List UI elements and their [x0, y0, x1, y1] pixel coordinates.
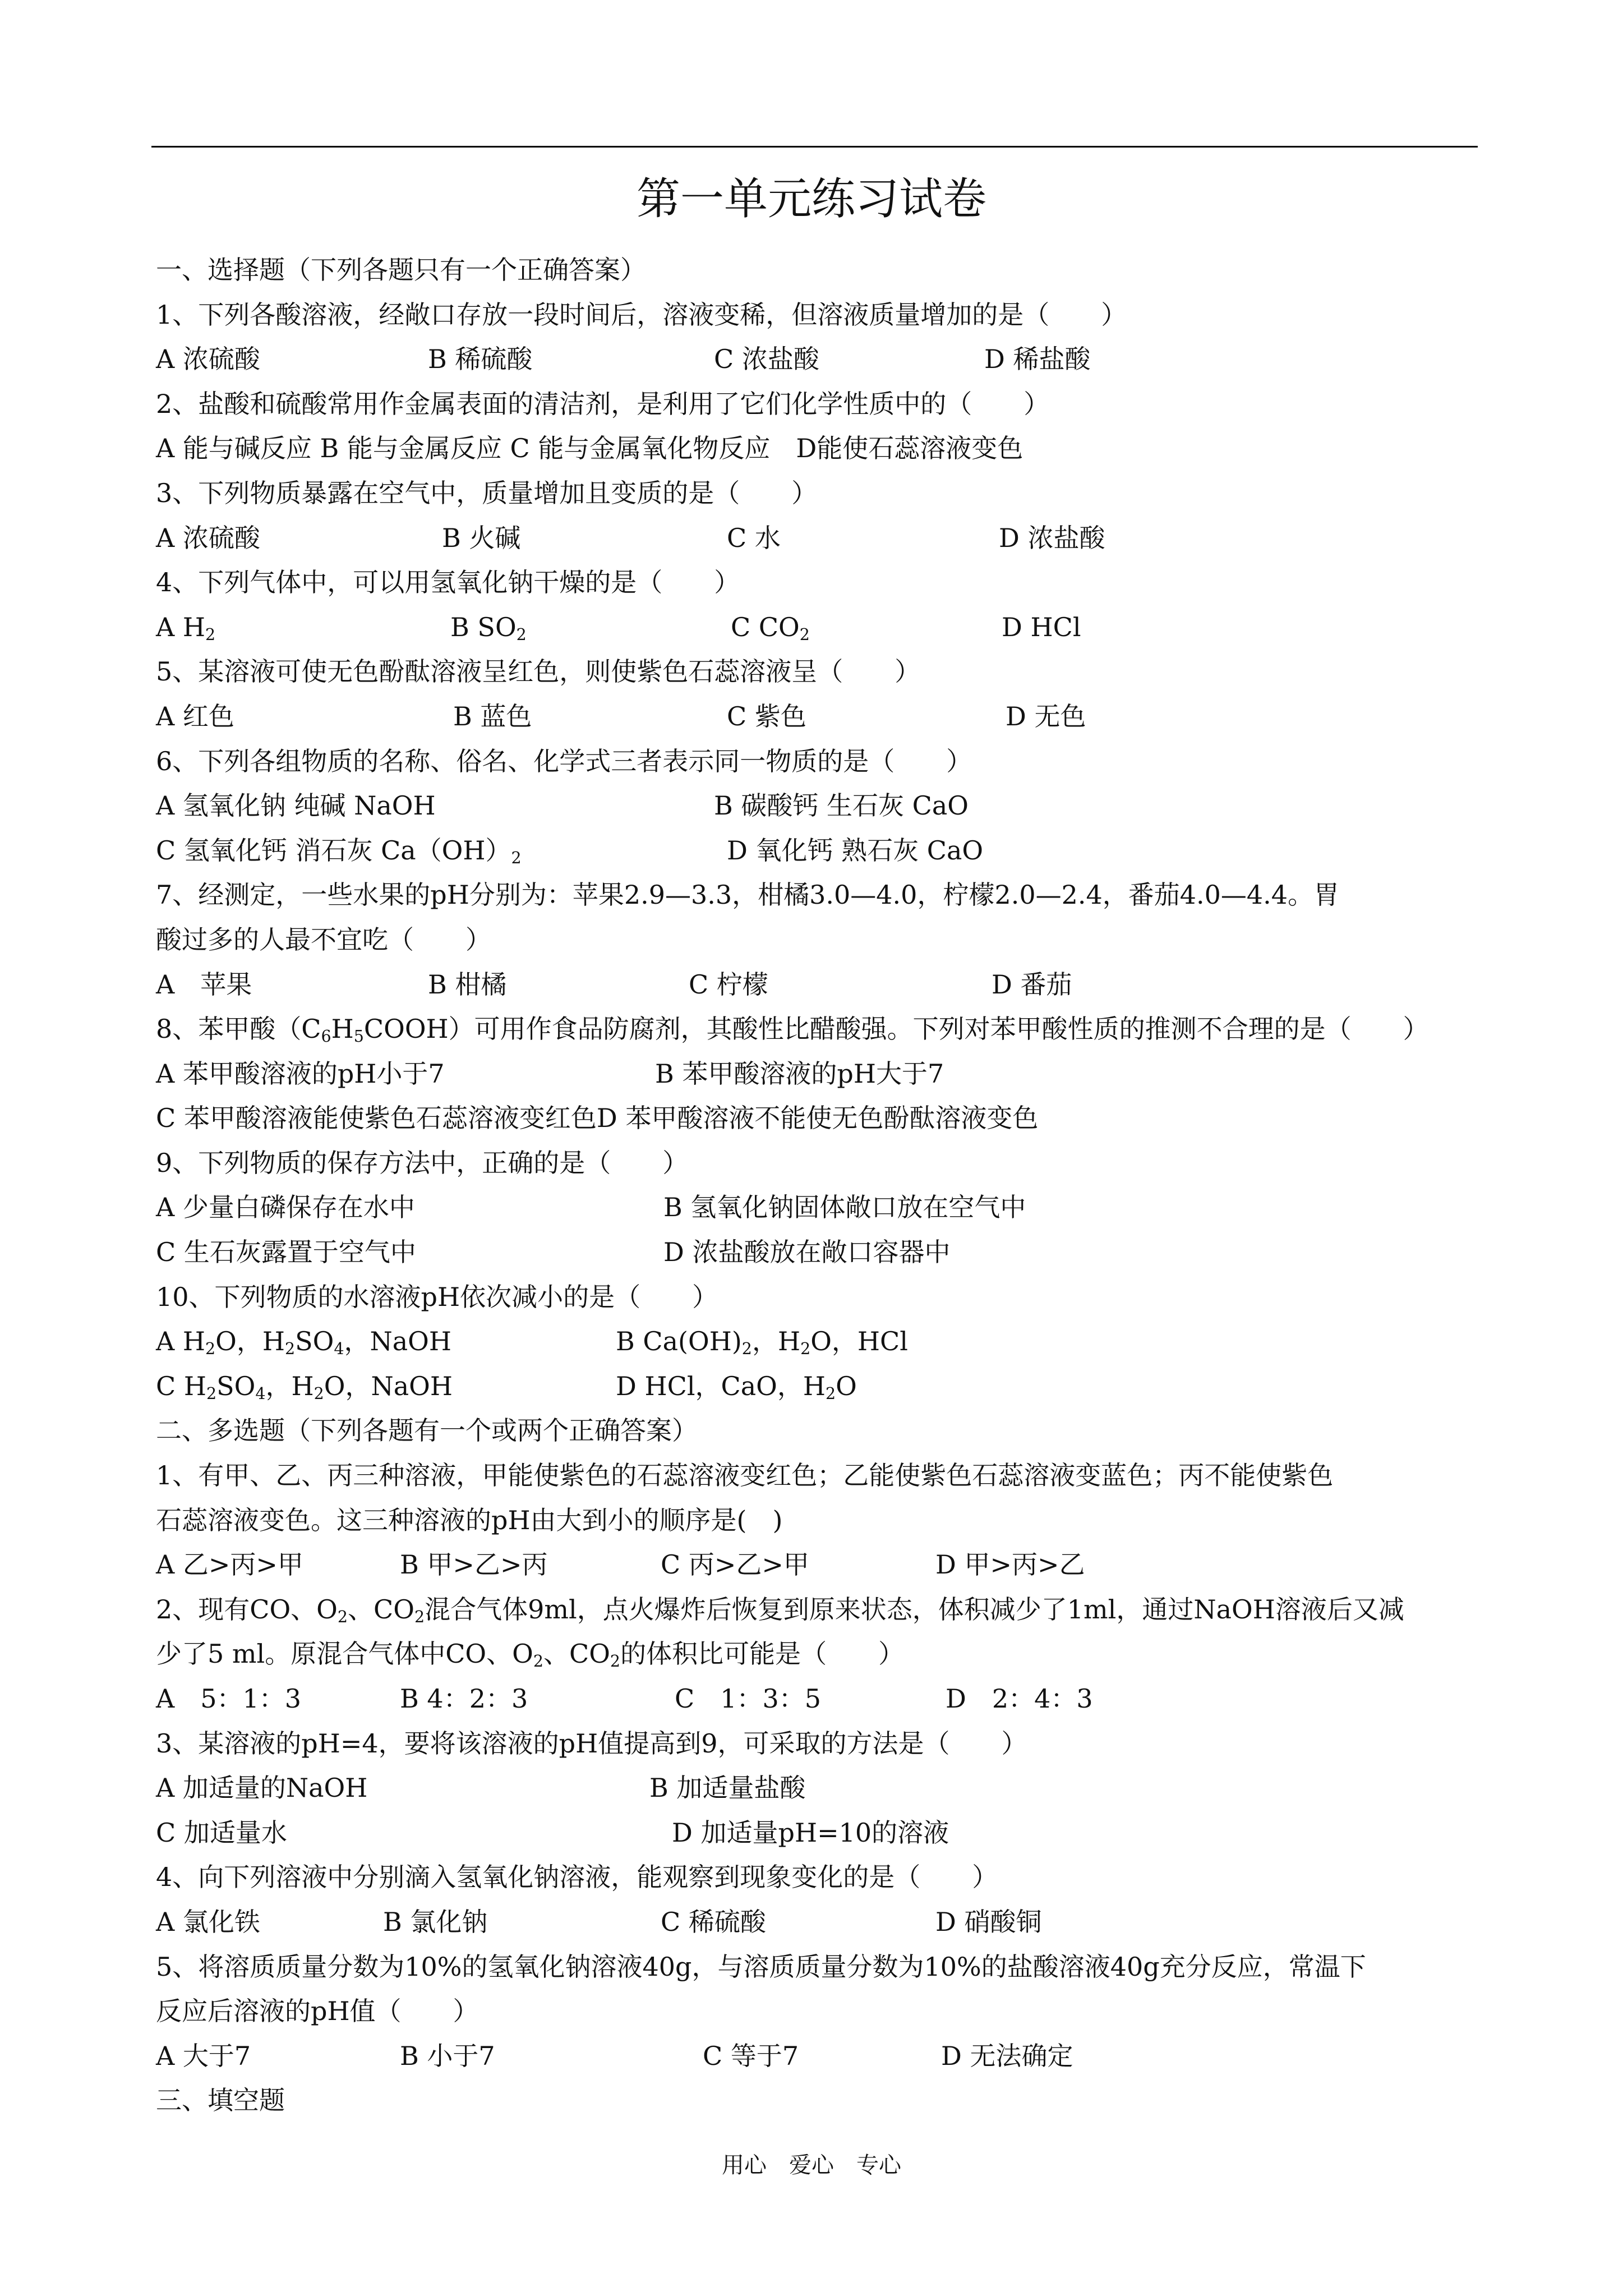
option-b: B 4：2：3 [400, 1683, 528, 1714]
option-d: D 加适量pH=10的溶液 [672, 1817, 949, 1848]
question-stem: 1、下列各酸溶液，经敞口存放一段时间后，溶液变稀，但溶液质量增加的是（ ） [156, 299, 1127, 330]
option-d: D 甲>丙>乙 [935, 1549, 1085, 1580]
question-stem: 4、下列气体中，可以用氢氧化钠干燥的是（ ） [156, 567, 740, 598]
option-b: B $SO_2$ [450, 611, 527, 644]
option-a: A 5：1：3 [156, 1683, 302, 1714]
question-stem: 8、苯甲酸$(C_6H_5COOH)$可用作食品防腐剂，其酸性比醋酸强。下列对苯甲酸性质的推测不合理的是（ ） [156, 1014, 1429, 1046]
option-b: B 加适量盐酸 [649, 1773, 806, 1803]
option-a: A 大于7 [156, 2040, 251, 2071]
question-options [156, 784, 1496, 829]
option-b: B 蓝色 [453, 701, 532, 731]
option-b: B 稀硫酸 [428, 344, 533, 375]
question-options [156, 1230, 1496, 1275]
option-b: B 碳酸钙 生石灰 CaO [714, 790, 969, 821]
option-d: D 氧化钙 熟石灰 CaO [727, 835, 984, 866]
option-b: B $Ca(OH)_2$，$H_2O$，HCl [616, 1326, 908, 1359]
option-c: C 紫色 [727, 701, 806, 731]
question-options [156, 2034, 1496, 2079]
option-d: D 稀盐酸 [984, 344, 1091, 375]
question-options [156, 694, 1496, 739]
question-options [156, 963, 1496, 1007]
page-footer: 用心 爱心 专心 [722, 2152, 901, 2178]
header-rule [151, 146, 1478, 148]
option-a: A 红色 [156, 701, 234, 731]
option-c: C $CO_2$ [731, 611, 810, 644]
question-stem: 2、现有CO、$O_2$、$CO_2$混合气体9ml，点火爆炸后恢复到原来状态，体积减少了1ml，通过NaOH溶液后又减 [156, 1594, 1404, 1626]
question-stem: 1、有甲、乙、丙三种溶液，甲能使紫色的石蕊溶液变红色；乙能使紫色石蕊溶液变蓝色；丙不能使紫色 [156, 1460, 1334, 1491]
question-options [156, 1052, 1496, 1097]
question-stem: 5、某溶液可使无色酚酞溶液呈红色，则使紫色石蕊溶液呈（ ） [156, 656, 921, 687]
option-a: A 氢氧化钠 纯碱 NaOH [156, 790, 436, 821]
option-c: C 水 [727, 522, 781, 553]
option-b: B 苯甲酸溶液的pH大于7 [655, 1058, 944, 1089]
option-c: C 生石灰露置于空气中 [156, 1237, 416, 1268]
question-stem: 5、将溶质质量分数为10%的氢氧化钠溶液40g，与溶质质量分数为10%的盐酸溶液40g充分反应，常温下 [156, 1951, 1366, 1982]
question-stem-cont: 少了5 ml。原混合气体中CO、$O_2$、$CO_2$的体积比可能是（ ） [156, 1639, 905, 1671]
option-d: D HCl [1002, 611, 1081, 642]
question-stem: 6、下列各组物质的名称、俗名、化学式三者表示同一物质的是（ ） [156, 746, 972, 776]
question-options [156, 1185, 1496, 1230]
option-c: C 加适量水 [156, 1817, 287, 1848]
option-d: D 浓盐酸 [999, 522, 1105, 553]
section-heading: 一、选择题（下列各题只有一个正确答案） [156, 255, 646, 285]
question-options [156, 1677, 1496, 1722]
question-options [156, 1543, 1496, 1588]
option-b: B 柑橘 [428, 969, 507, 1000]
question-stem-cont: 石蕊溶液变色。这三种溶液的pH由大到小的顺序是( ) [156, 1504, 783, 1535]
question-stem: 3、某溶液的pH=4，要将该溶液的pH值提高到9，可采取的方法是（ ） [156, 1728, 1027, 1759]
option-a: A 少量白磷保存在水中 [156, 1192, 415, 1223]
option-d: D HCl，CaO，$H_2O$ [616, 1370, 857, 1403]
option-c: C $H_2SO_4$，$H_2O$，NaOH [156, 1370, 453, 1403]
option-d: D 硝酸铜 [935, 1906, 1042, 1937]
option-a: A $H_2O$，$H_2SO_4$，NaOH [156, 1326, 452, 1359]
option-a: A $H_2$ [156, 611, 216, 644]
question-options [156, 1766, 1496, 1811]
option-a: A 苹果 [156, 969, 252, 1000]
question-stem: 7、经测定，一些水果的pH分别为：苹果2.9—3.3，柑橘3.0—4.0，柠檬2.0—2.4，番茄4.0—4.4。胃 [156, 880, 1340, 910]
question-options [156, 829, 1496, 873]
option-d: D 无法确定 [941, 2040, 1073, 2071]
option-a: A 氯化铁 [156, 1906, 260, 1937]
option-c: C 丙>乙>甲 [661, 1549, 809, 1580]
question-options [156, 1319, 1496, 1364]
option-a: A 浓硫酸 [156, 522, 260, 553]
question-options: C 苯甲酸溶液能使紫色石蕊溶液变红色D 苯甲酸溶液不能使无色酚酞溶液变色 [156, 1103, 1039, 1134]
option-a: A 乙>丙>甲 [156, 1549, 303, 1580]
question-options [156, 605, 1496, 650]
question-stem: 9、下列物质的保存方法中，正确的是（ ） [156, 1147, 689, 1178]
question-stem: 3、下列物质暴露在空气中，质量增加且变质的是（ ） [156, 477, 818, 508]
page-title: 第一单元练习试卷 [636, 174, 986, 224]
question-options [156, 1811, 1496, 1856]
option-d: D 2：4：3 [946, 1683, 1093, 1714]
option-c: C 柠檬 [689, 969, 768, 1000]
option-b: B 氢氧化钠固体敞口放在空气中 [663, 1192, 1026, 1223]
question-options [156, 337, 1496, 382]
option-b: B 氯化钠 [383, 1906, 488, 1937]
option-c: C 氢氧化钙 消石灰 $Ca(OH)_2$ [156, 835, 522, 867]
option-d: D 无色 [1006, 701, 1086, 731]
option-c: C 浓盐酸 [714, 344, 819, 375]
section-heading: 三、填空题 [156, 2085, 285, 2116]
section-heading: 二、多选题（下列各题有一个或两个正确答案） [156, 1415, 698, 1446]
exam-content [156, 248, 1496, 2123]
option-b: B 甲>乙>丙 [400, 1549, 548, 1580]
question-stem-cont: 酸过多的人最不宜吃（ ） [156, 924, 491, 955]
option-c: C 稀硫酸 [661, 1906, 766, 1937]
question-stem: 4、向下列溶液中分别滴入氢氧化钠溶液，能观察到现象变化的是（ ） [156, 1862, 998, 1893]
option-a: A 浓硫酸 [156, 344, 260, 375]
option-c: C 1：3：5 [675, 1683, 821, 1714]
option-a: A 苯甲酸溶液的pH小于7 [156, 1058, 445, 1089]
question-stem-cont: 反应后溶液的pH值（ ） [156, 1996, 479, 2027]
question-stem: 10、下列物质的水溶液pH依次减小的是（ ） [156, 1281, 718, 1312]
question-stem: 2、盐酸和硫酸常用作金属表面的清洁剂，是利用了它们化学性质中的（ ） [156, 388, 1050, 419]
question-options [156, 1364, 1496, 1409]
option-c: C 等于7 [703, 2040, 799, 2071]
option-d: D 番茄 [992, 969, 1072, 1000]
question-options [156, 1900, 1496, 1945]
option-b: B 小于7 [400, 2040, 495, 2071]
option-b: B 火碱 [442, 522, 521, 553]
option-a: A 加适量的NaOH [156, 1773, 368, 1803]
question-options [156, 516, 1496, 561]
question-options: A 能与碱反应 B 能与金属反应 C 能与金属氧化物反应 D能使石蕊溶液变色 [156, 433, 1023, 464]
option-d: D 浓盐酸放在敞口容器中 [663, 1237, 951, 1268]
